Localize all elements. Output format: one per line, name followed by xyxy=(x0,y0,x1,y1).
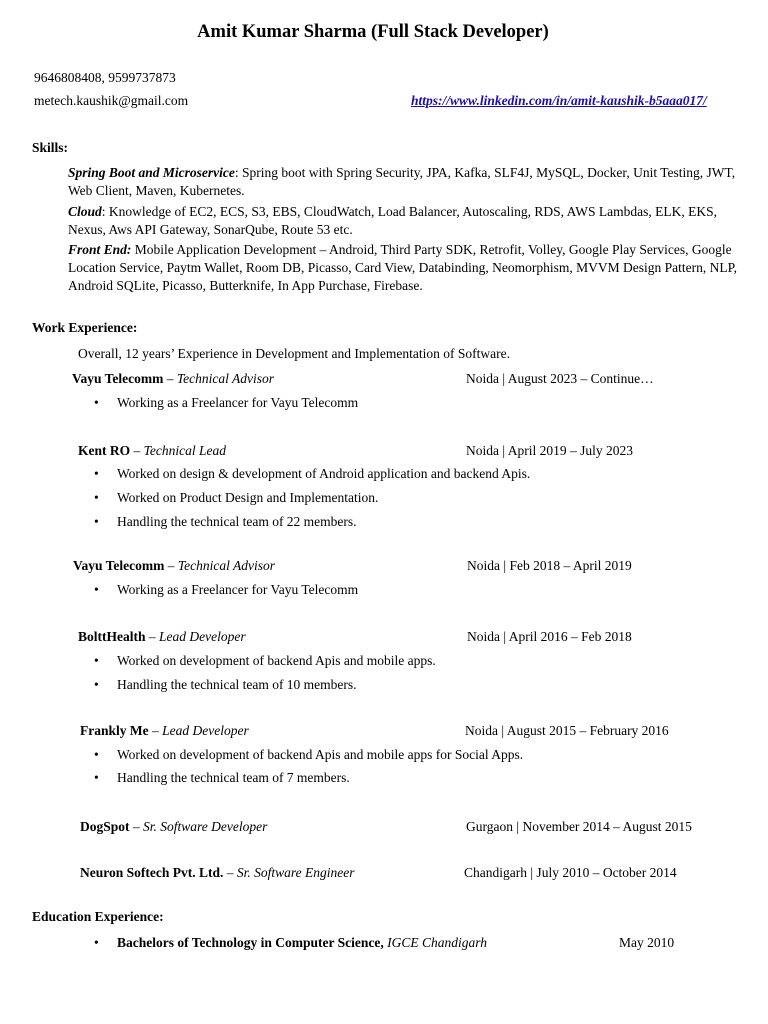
job-bullet: Worked on development of backend Apis and mobile apps for Social Apps. xyxy=(117,747,524,762)
skills-heading: Skills: xyxy=(32,140,69,155)
skill-front-end xyxy=(68,241,740,295)
job-bullet: Working as a Freelancer for Vayu Telecomm xyxy=(117,395,359,410)
skill-cloud xyxy=(68,203,740,239)
skill-spring-boot xyxy=(68,164,740,200)
bullet-icon: • xyxy=(94,582,99,597)
company-name: Kent RO xyxy=(78,443,131,458)
job-role: Sr. Software Developer xyxy=(143,819,268,834)
job-header: Neuron Softech Pvt. Ltd. – Sr. Software Engineer xyxy=(80,865,355,880)
linkedin-link[interactable]: https://www.linkedin.com/in/amit-kaushik-b5aaa017/ xyxy=(411,93,707,108)
job-location-dates: Noida | Feb 2018 – April 2019 xyxy=(467,558,632,573)
job-bullet: Handling the technical team of 7 members. xyxy=(117,770,350,785)
skill-label: Cloud xyxy=(68,204,102,219)
job-role: Lead Developer xyxy=(162,723,249,738)
email-address: metech.kaushik@gmail.com xyxy=(34,93,189,108)
job-location-dates: Noida | August 2015 – February 2016 xyxy=(465,723,669,738)
company-name: Neuron Softech Pvt. Ltd. xyxy=(80,865,224,880)
job-header: Frankly Me – Lead Developer xyxy=(80,723,249,738)
skill-text: : Spring boot with Spring Security, JPA, Kafka, SLF4J, MySQL, Docker, Unit Testing, JWT, Web Client, Maven, Kubernetes. xyxy=(68,165,736,198)
bullet-icon: • xyxy=(94,514,99,529)
job-location-dates: Noida | April 2019 – July 2023 xyxy=(466,443,633,458)
job-role: Sr. Software Engineer xyxy=(236,865,355,880)
skill-text: : Knowledge of EC2, ECS, S3, EBS, CloudWatch, Load Balancer, Autoscaling, RDS, AWS Lambdas, ELK, EKS, Nexus, Aws API Gateway, SonarQube, Route 53 etc. xyxy=(68,204,717,237)
bullet-icon: • xyxy=(94,747,99,762)
degree: Bachelors of Technology in Computer Science, xyxy=(117,935,384,950)
job-role: Technical Lead xyxy=(143,443,226,458)
company-name: Vayu Telecomm xyxy=(73,558,165,573)
bullet-icon: • xyxy=(94,677,99,692)
bullet-icon: • xyxy=(94,935,99,950)
job-location-dates: Gurgaon | November 2014 – August 2015 xyxy=(466,819,692,834)
skill-label: Front End: xyxy=(68,242,132,257)
work-summary: Overall, 12 years’ Experience in Development and Implementation of Software. xyxy=(78,346,510,361)
bullet-icon: • xyxy=(94,395,99,410)
job-role: Technical Advisor xyxy=(177,558,276,573)
resume-title: Amit Kumar Sharma (Full Stack Developer) xyxy=(197,22,549,42)
work-heading: Work Experience: xyxy=(32,320,138,335)
institute: IGCE Chandigarh xyxy=(387,935,488,950)
job-bullet: Handling the technical team of 10 members. xyxy=(117,677,357,692)
job-header: DogSpot – Sr. Software Developer xyxy=(80,819,268,834)
job-bullet: Handling the technical team of 22 members. xyxy=(117,514,357,529)
education-heading: Education Experience: xyxy=(32,909,164,924)
job-role: Lead Developer xyxy=(159,629,246,644)
skill-text: Mobile Application Development – Android, Third Party SDK, Retrofit, Volley, Google Play Services, Google Location Service, Paytm Wallet, Room DB, Picasso, Card View, Databinding, Neomorphism, MVVM Design Pattern, NLP, Android SQLite, Picasso, Butterknife, In App Purchase, Firebase. xyxy=(68,242,738,293)
job-bullet: Working as a Freelancer for Vayu Telecomm xyxy=(117,582,359,597)
job-location-dates: Noida | April 2016 – Feb 2018 xyxy=(467,629,632,644)
job-bullet: Worked on design & development of Android application and backend Apis. xyxy=(117,466,531,481)
bullet-icon: • xyxy=(94,490,99,505)
job-header: Vayu Telecomm – Technical Advisor xyxy=(73,558,276,573)
phone-numbers: 9646808408, 9599737873 xyxy=(34,70,176,85)
job-role: Technical Advisor xyxy=(176,371,275,386)
job-header: Kent RO – Technical Lead xyxy=(78,443,226,458)
company-name: Vayu Telecomm xyxy=(72,371,164,386)
job-bullet: Worked on Product Design and Implementation. xyxy=(117,490,379,505)
job-location-dates: Noida | August 2023 – Continue… xyxy=(466,371,654,386)
job-location-dates: Chandigarh | July 2010 – October 2014 xyxy=(464,865,677,880)
company-name: Frankly Me xyxy=(80,723,149,738)
education-date: May 2010 xyxy=(619,935,675,950)
bullet-icon: • xyxy=(94,466,99,481)
job-bullet: Worked on development of backend Apis and mobile apps. xyxy=(117,653,436,668)
job-header: BolttHealth – Lead Developer xyxy=(78,629,246,644)
skill-label: Spring Boot and Microservice xyxy=(68,165,235,180)
company-name: DogSpot xyxy=(80,819,130,834)
education-entry xyxy=(117,934,487,952)
bullet-icon: • xyxy=(94,770,99,785)
company-name: BolttHealth xyxy=(78,629,146,644)
job-header: Vayu Telecomm – Technical Advisor xyxy=(72,371,275,386)
bullet-icon: • xyxy=(94,653,99,668)
